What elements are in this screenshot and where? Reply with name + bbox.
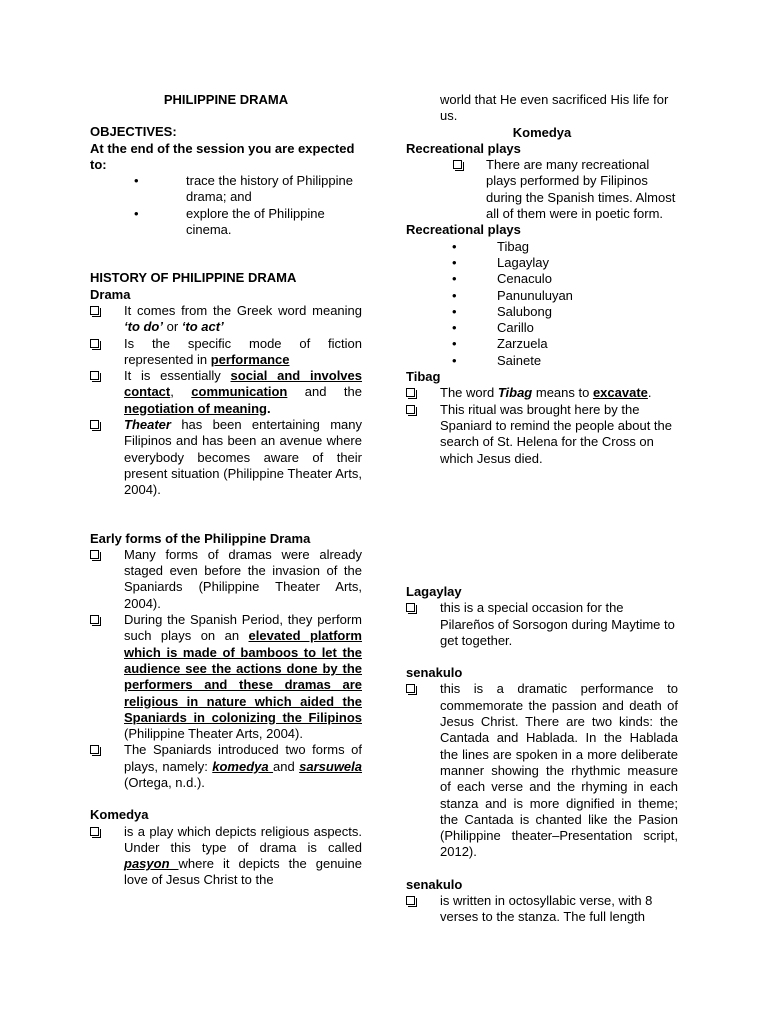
tibag-heading: Tibag: [406, 369, 441, 385]
page-title: PHILIPPINE DRAMA: [163, 92, 289, 107]
checkbox-bullet-icon: [90, 827, 99, 836]
drama-item: Theater has been entertaining many Filipinos and has been an avenue where everybody becomes aware of their present situation (Philippine Theater Arts, 2004).: [90, 417, 362, 498]
recreational-list-item: • Salubong: [452, 303, 552, 319]
checkbox-bullet-icon: [406, 684, 415, 693]
senakulo-item: this is a dramatic performance to commemorate the passion and death of Jesus Christ. There are two kinds: the Cantada and Hablada. In the Hablada the lines are spoken in a more deliberate manner showing the rhythmic measure of each verse and the rhyming in each stanza and is more dignified in theme; the Cantada is chanted like the Pasion (Philippine theater–Presentation script, 2012).: [406, 681, 678, 860]
checkbox-bullet-icon: [453, 160, 462, 169]
recreational-heading-2: Recreational plays: [406, 222, 521, 238]
tibag-item: The word Tibag means to excavate.: [406, 385, 678, 401]
lagaylay-item: this is a special occasion for the Pilareños of Sorsogon during Maytime to get together.: [406, 600, 678, 649]
tibag-item: This ritual was brought here by the Spaniard to remind the people about the search of St. Helena for the Cross on which Jesus died.: [406, 402, 678, 467]
objectives-intro: At the end of the session you are expected to:: [90, 140, 355, 172]
objective-item: • explore the of Philippine cinema.: [134, 205, 325, 238]
senakulo-heading: senakulo: [406, 665, 463, 681]
checkbox-bullet-icon: [90, 550, 99, 559]
early-item: During the Spanish Period, they perform such plays on an elevated platform which is made of bamboos to let the audience see the actions done by the performers and these dramas are religious in nature which aided the Spaniards in colonizing the Filipinos (Philippine Theater Arts, 2004).: [90, 612, 362, 742]
checkbox-bullet-icon: [406, 896, 415, 905]
drama-item: It is essentially social and involves contact, communication and the negotiation of meaning.: [90, 368, 362, 417]
checkbox-bullet-icon: [90, 306, 99, 315]
history-heading: HISTORY OF PHILIPPINE DRAMA: [90, 270, 297, 286]
komedya-heading: Komedya: [90, 807, 149, 823]
right-column-lower: [406, 584, 678, 926]
continuation-text: world that He even sacrificed His life for us.: [440, 92, 669, 124]
senakulo-heading-2: senakulo: [406, 876, 463, 892]
recreational-list-item: • Zarzuela: [452, 336, 548, 352]
komedya-item: is a play which depicts religious aspects. Under this type of drama is called pasyon where it depicts the genuine love of Jesus Christ to the: [90, 824, 362, 889]
komedya-center-heading: Komedya: [512, 124, 572, 140]
checkbox-bullet-icon: [90, 615, 99, 624]
drama-item: It comes from the Greek word meaning ‘to do’ or ‘to act’: [90, 303, 362, 336]
objectives-heading: OBJECTIVES:: [90, 124, 177, 140]
recreational-list-item: • Carillo: [452, 320, 534, 336]
drama-item: Is the specific mode of fiction represented in performance: [90, 336, 362, 369]
checkbox-bullet-icon: [90, 745, 99, 754]
recreational-list-item: • Sainete: [452, 352, 542, 368]
recreational-heading: Recreational plays: [406, 140, 521, 156]
drama-heading: Drama: [90, 286, 131, 302]
checkbox-bullet-icon: [406, 388, 415, 397]
early-item: Many forms of dramas were already staged even before the invasion of the Spaniards (Philippine Theater Arts, 2004).: [90, 547, 362, 612]
recreational-list-item: • Cenaculo: [452, 271, 552, 287]
checkbox-bullet-icon: [406, 603, 415, 612]
left-column: [90, 92, 362, 889]
early-item: The Spaniards introduced two forms of plays, namely: komedya and sarsuwela (Ortega, n.d.).: [90, 742, 362, 791]
right-column: [406, 92, 678, 467]
checkbox-bullet-icon: [406, 405, 415, 414]
early-forms-heading: Early forms of the Philippine Drama: [90, 530, 311, 546]
lagaylay-heading: Lagaylay: [406, 584, 462, 599]
objective-item: • trace the history of Philippine drama; and: [134, 173, 353, 205]
checkbox-bullet-icon: [90, 371, 99, 380]
recreational-list-item: • Lagaylay: [452, 254, 550, 270]
recreational-list-item: • Tibag: [452, 238, 530, 254]
checkbox-bullet-icon: [90, 420, 99, 429]
checkbox-bullet-icon: [90, 339, 99, 348]
recreational-item: There are many recreational plays performed by Filipinos during the Spanish times. Almost all of them were in poetic form.: [406, 157, 678, 222]
recreational-list-item: • Panunuluyan: [452, 287, 573, 303]
senakulo-item-2: is written in octosyllabic verse, with 8 verses to the stanza. The full length: [406, 893, 678, 926]
